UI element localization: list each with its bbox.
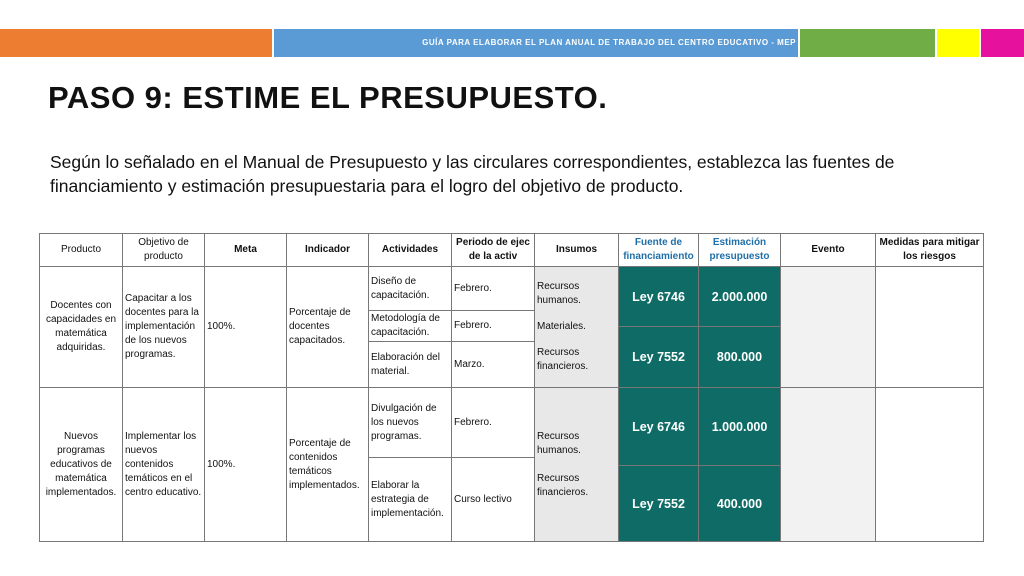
header-indicador: Indicador — [287, 234, 369, 267]
banner-text: GUÍA PARA ELABORAR EL PLAN ANUAL DE TRABAJO DEL CENTRO EDUCATIVO - MEP — [422, 38, 796, 47]
cell-objetivo-2: Implementar los nuevos contenidos temáticos en el centro educativo. — [123, 388, 205, 542]
insumo-item: Materiales. — [537, 321, 586, 332]
cell-evento-1 — [781, 267, 876, 388]
header-objetivo: Objetivo de producto — [123, 234, 205, 267]
cell-fuente-1-2: Ley 7552 — [619, 327, 699, 388]
cell-periodo-1-1: Febrero. — [452, 267, 535, 311]
cell-meta-1: 100%. — [205, 267, 287, 388]
header-actividades: Actividades — [369, 234, 452, 267]
cell-actividad-1-1: Diseño de capacitación. — [369, 267, 452, 311]
top-color-bar — [0, 29, 1024, 57]
cell-periodo-2-2: Curso lectivo — [452, 458, 535, 542]
cell-actividad-1-3: Elaboración del material. — [369, 342, 452, 388]
bar-segment-magenta — [981, 29, 1024, 57]
table-row — [40, 267, 984, 311]
header-periodo: Periodo de ejec de la activ — [452, 234, 535, 267]
insumo-item: Recursos humanos. — [537, 430, 581, 456]
cell-medidas-2 — [876, 388, 984, 542]
cell-periodo-2-1: Febrero. — [452, 388, 535, 458]
table-header-row — [40, 234, 984, 267]
header-meta: Meta — [205, 234, 287, 267]
cell-medidas-1 — [876, 267, 984, 388]
header-insumos: Insumos — [535, 234, 619, 267]
bar-segment-orange — [0, 29, 272, 57]
cell-monto-1-2: 800.000 — [699, 327, 781, 388]
insumo-item: Recursos financieros. — [537, 347, 589, 372]
insumo-item: Recursos financieros. — [537, 472, 589, 498]
cell-insumos-1 — [535, 267, 619, 388]
cell-insumos-2 — [535, 388, 619, 542]
table-row — [40, 388, 984, 458]
cell-monto-2-2: 400.000 — [699, 466, 781, 542]
header-medidas: Medidas para mitigar los riesgos — [876, 234, 984, 267]
slide-title: PASO 9: ESTIME EL PRESUPUESTO. — [48, 80, 608, 115]
header-evento: Evento — [781, 234, 876, 267]
intro-paragraph: Según lo señalado en el Manual de Presupuesto y las circulares correspondientes, establezca las fuentes de financiamiento y estimación presupuestaria para el logro del objetivo de producto. — [50, 152, 895, 196]
cell-indicador-2: Porcentaje de contenidos temáticos implementados. — [287, 388, 369, 542]
header-fuente: Fuente de financiamiento — [619, 234, 699, 267]
cell-evento-2 — [781, 388, 876, 542]
cell-producto-2: Nuevos programas educativos de matemática implementados. — [40, 388, 123, 542]
insumo-item: Recursos humanos. — [537, 281, 581, 306]
cell-actividad-1-2: Metodología de capacitación. — [369, 311, 452, 342]
header-producto: Producto — [40, 234, 123, 267]
cell-actividad-2-2: Elaborar la estrategia de implementación. — [369, 458, 452, 542]
cell-actividad-2-1: Divulgación de los nuevos programas. — [369, 388, 452, 458]
cell-fuente-1-1: Ley 6746 — [619, 267, 699, 327]
cell-fuente-2-2: Ley 7552 — [619, 466, 699, 542]
cell-meta-2: 100%. — [205, 388, 287, 542]
budget-table — [39, 233, 984, 542]
cell-producto-1: Docentes con capacidades en matemática adquiridas. — [40, 267, 123, 388]
cell-periodo-1-2: Febrero. — [452, 311, 535, 342]
header-estimacion: Estimación presupuesto — [699, 234, 781, 267]
cell-indicador-1: Porcentaje de docentes capacitados. — [287, 267, 369, 388]
bar-segment-yellow — [937, 29, 979, 57]
cell-monto-2-1: 1.000.000 — [699, 388, 781, 466]
cell-objetivo-1: Capacitar a los docentes para la implementación de los nuevos programas. — [123, 267, 205, 388]
cell-monto-1-1: 2.000.000 — [699, 267, 781, 327]
bar-segment-green — [800, 29, 935, 57]
cell-periodo-1-3: Marzo. — [452, 342, 535, 388]
cell-fuente-2-1: Ley 6746 — [619, 388, 699, 466]
